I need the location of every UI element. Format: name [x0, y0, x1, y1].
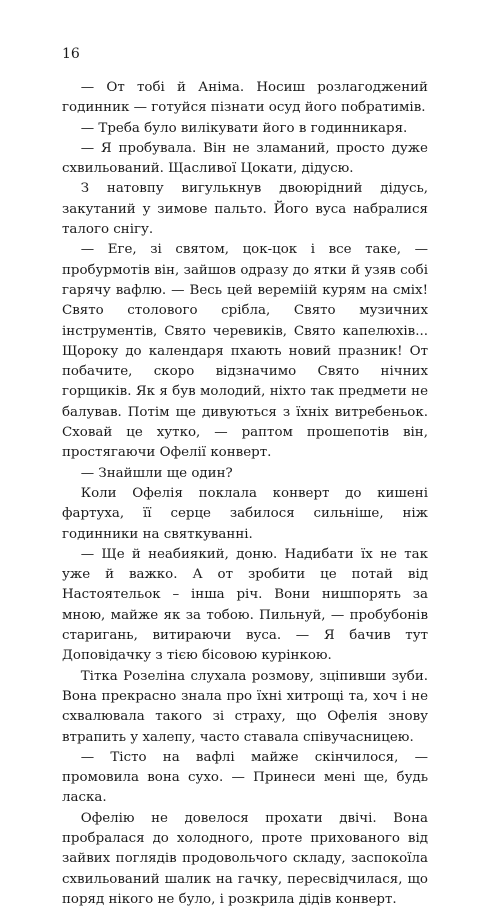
paragraph: З натовпу вигулькнув двоюрідний дідусь, закутаний у зимове пальто. Його вуса набралися талого снігу.	[62, 181, 428, 238]
paragraph: — Ще й неабиякий, доню. Надибати їх не так уже й важко. А от зробити це потай від Настоятельок – інша річ. Вони нишпорять за мною, майже як за тобою. Пильнуй, — пробубонів старигань, витираючи вуса. — Я бачив тут Доповідачку з тією бісовою курінкою.	[62, 546, 428, 664]
body-text	[62, 78, 428, 910]
paragraph: — Треба було вилікувати його в годинникаря.	[80, 120, 408, 136]
paragraph: Коли Офелія поклала конверт до кишені фартуха, її серце забилося сильніше, ніж годинники на святкуванні.	[62, 485, 428, 542]
paragraph: — От тобі й Аніма. Носиш розлагоджений годинник — готуйся пізнати осуд його побратимів.	[62, 80, 428, 116]
paragraph: Тітка Розеліна слухала розмову, зціпивши зуби. Вона прекрасно знала про їхні хитрощі та, хоч і не схвалювала такого зі страху, що Офелія знову втрапить у халепу, часто ставала співучасницею.	[62, 668, 428, 745]
paragraph: — Тісто на вафлі майже скінчилося, — промовила вона сухо. — Принеси мені ще, будь ласка.	[62, 749, 428, 806]
paragraph: — Еге, зі святом, цок-цок і все таке, — пробурмотів він, зайшов одразу до ятки й узяв собі гарячу вафлю. — Весь цей вереміій курям на сміх! Свято столового срібла, Свято музичних інструментів, Свято черевиків, Свято капелюхів... Щороку до календаря пхають новий празник! От побачите, скоро відзначимо Свято нічних горщиків. Як я був молодий, ніхто так предмети не балував. Потім ще дивуються з їхніх витребеньок. Сховай це хутко, — раптом прошепотів він, простягаючи Офелії конверт.	[62, 242, 428, 461]
paragraph: — Я пробувала. Він не зламаний, просто дуже схвильований. Щасливої Цокати, дідусю.	[62, 140, 428, 177]
page-number: 16	[62, 46, 80, 62]
paragraph: — Знайшли ще один?	[80, 465, 233, 481]
paragraph: Офелію не довелося прохати двічі. Вона пробралася до холодного, проте прихованого від зайвих поглядів продовольчого складу, заспокоїла схвильований шалик на гачку, пересвідчилася, що поряд нікого не було, і розкрила дідів конверт.	[62, 810, 428, 907]
